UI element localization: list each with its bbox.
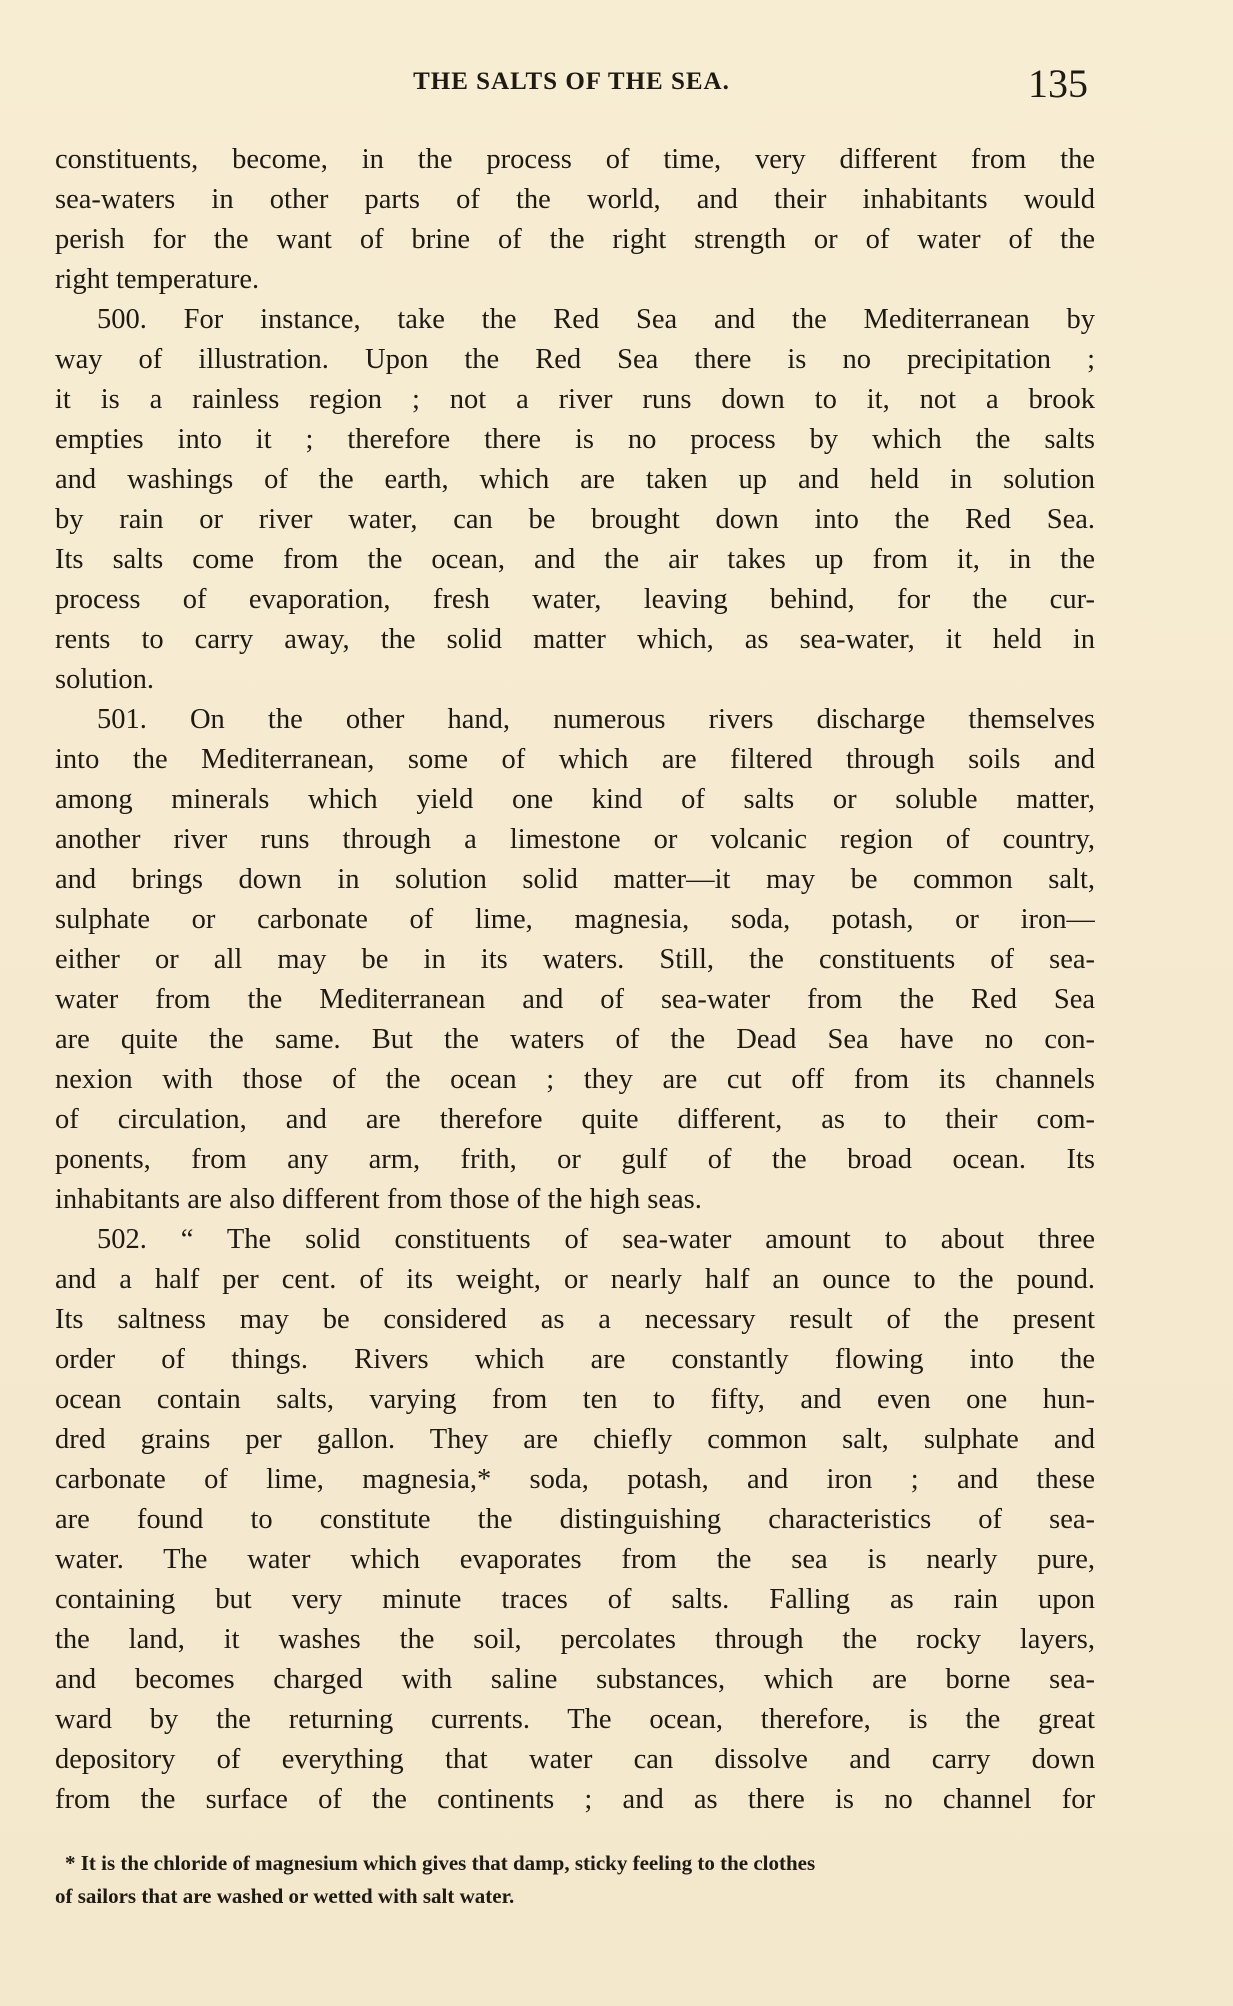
text-line: and becomes charged with saline substances, which are borne sea- xyxy=(55,1664,1095,1695)
text-line: order of things. Rivers which are constantly flowing into the xyxy=(55,1344,1095,1375)
text-line: water from the Mediterranean and of sea-water from the Red Sea xyxy=(55,984,1095,1015)
text-line: way of illustration. Upon the Red Sea there is no precipitation ; xyxy=(55,344,1095,375)
text-line: Its salts come from the ocean, and the air takes up from it, in the xyxy=(55,544,1095,575)
page-number: 135 xyxy=(1028,61,1088,106)
text-line: ward by the returning currents. The ocean, therefore, is the great xyxy=(55,1704,1095,1735)
text-line: empties into it ; therefore there is no process by which the salts xyxy=(55,424,1095,455)
text-line: perish for the want of brine of the right strength or of water of the xyxy=(55,224,1095,255)
body-text xyxy=(55,140,1095,1820)
paragraph-500-start: 500. For instance, take the Red Sea and the Mediterranean by xyxy=(97,304,1095,335)
text-line: Its saltness may be considered as a necessary result of the present xyxy=(55,1304,1095,1335)
text-line: sea-waters in other parts of the world, and their inhabitants would xyxy=(55,184,1095,215)
text-line: another river runs through a limestone or volcanic region of country, xyxy=(55,824,1095,855)
text-line: into the Mediterranean, some of which are filtered through soils and xyxy=(55,744,1095,775)
text-line: water. The water which evaporates from the sea is nearly pure, xyxy=(55,1544,1095,1575)
paragraph-502-start: 502. “ The solid constituents of sea-water amount to about three xyxy=(97,1224,1095,1255)
text-line: nexion with those of the ocean ; they are cut off from its channels xyxy=(55,1064,1095,1095)
text-line: by rain or river water, can be brought down into the Red Sea. xyxy=(55,504,1095,535)
text-line: and brings down in solution solid matter—it may be common salt, xyxy=(55,864,1095,895)
text-line: depository of everything that water can dissolve and carry down xyxy=(55,1744,1095,1775)
text-line: inhabitants are also different from those of the high seas. xyxy=(55,1184,702,1215)
text-line: from the surface of the continents ; and as there is no channel for xyxy=(55,1784,1095,1815)
text-line: either or all may be in its waters. Still, the constituents of sea- xyxy=(55,944,1095,975)
footnote-line: * It is the chloride of magnesium which gives that damp, sticky feeling to the clothes xyxy=(65,1851,816,1875)
text-line: ponents, from any arm, frith, or gulf of the broad ocean. Its xyxy=(55,1144,1095,1175)
text-line: right temperature. xyxy=(55,264,260,295)
footnote-line: of sailors that are washed or wetted with salt water. xyxy=(55,1884,515,1908)
text-line: containing but very minute traces of salts. Falling as rain upon xyxy=(55,1584,1095,1615)
text-line: of circulation, and are therefore quite different, as to their com- xyxy=(55,1104,1095,1135)
text-line: rents to carry away, the solid matter which, as sea-water, it held in xyxy=(55,624,1095,655)
text-line: the land, it washes the soil, percolates through the rocky layers, xyxy=(55,1624,1095,1655)
text-line: ocean contain salts, varying from ten to fifty, and even one hun- xyxy=(55,1384,1095,1415)
page-header xyxy=(55,62,1088,106)
text-line: process of evaporation, fresh water, leaving behind, for the cur- xyxy=(55,584,1095,615)
text-line: constituents, become, in the process of time, very different from the xyxy=(55,144,1095,175)
text-line: dred grains per gallon. They are chiefly common salt, sulphate and xyxy=(55,1424,1095,1455)
text-line: and washings of the earth, which are taken up and held in solution xyxy=(55,464,1095,495)
text-line: it is a rainless region ; not a river runs down to it, not a brook xyxy=(55,384,1095,415)
text-line: and a half per cent. of its weight, or nearly half an ounce to the pound. xyxy=(55,1264,1095,1295)
running-head: THE SALTS OF THE SEA. xyxy=(413,68,730,95)
text-line: solution. xyxy=(55,664,154,695)
text-line: are quite the same. But the waters of the Dead Sea have no con- xyxy=(55,1024,1095,1055)
text-line: among minerals which yield one kind of salts or soluble matter, xyxy=(55,784,1095,815)
text-line: sulphate or carbonate of lime, magnesia, soda, potash, or iron— xyxy=(55,904,1095,935)
footnote xyxy=(55,1847,1103,1913)
paragraph-501-start: 501. On the other hand, numerous rivers discharge themselves xyxy=(97,704,1095,735)
text-line: are found to constitute the distinguishing characteristics of sea- xyxy=(55,1504,1095,1535)
text-line: carbonate of lime, magnesia,* soda, potash, and iron ; and these xyxy=(55,1464,1095,1495)
